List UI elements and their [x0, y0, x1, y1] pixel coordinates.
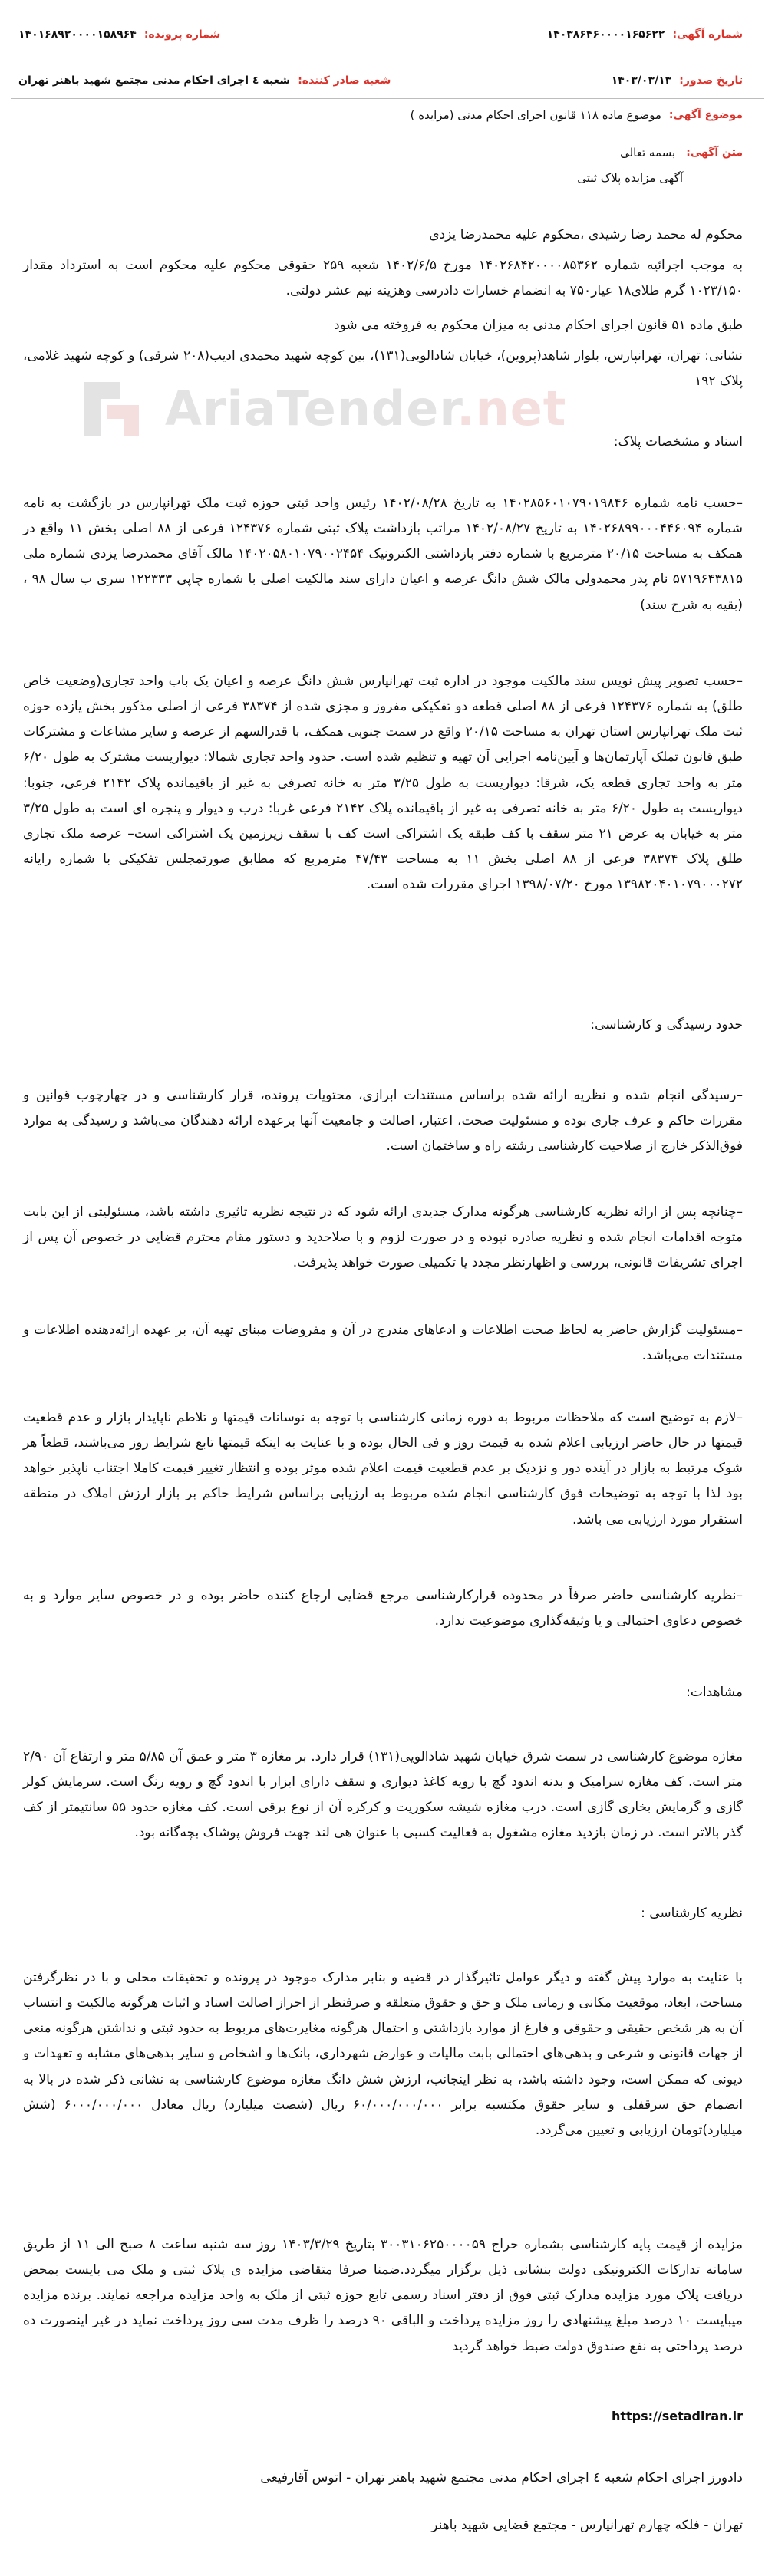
branch-value: شعبه ٤ اجرای احکام مدنی مجتمع شهید باهنر تهران	[18, 74, 291, 87]
docs-paragraph-1	[23, 491, 743, 618]
scope-paragraph-2	[23, 1200, 743, 1276]
opinion-text: با عنایت به موارد پیش گفته و دیگر عوامل تاثیرگذار در قضیه و بنابر مدارک موجود در پرونده و تحقیقات محلی و با در نظرگرفتن مساحت، ابعاد، موقعیت مکانی و زمانی ملک و حق و حقوق متعلقه و صرفنظر از احراز اصالت اسناد و اثبات هرگونه مالکیت و انتساب آن به هر شخص حقیقی و حقوقی و فارغ از موارد بازداشتی و احتمال هرگونه مغایرت‌های مربوط به حدود ثبتی و نداشتن هرگونه منعی از جهات قانونی و شرعی و بدهی‌های احتمالی بابت مالیات و عوارض شهرداری، بانک‌ها و اشخاص و سایر بدهی‌های مشابه و تعهدات و دیونی که ممکن است، وجود داشته باشد، به نظر اینجانب، ارزش شش دانگ مغازه موضوع کارشناسی به نشانی ذکر شده در بالا به انضمام حق سرقفلی و سایر حقوق مکتسبه برابر ۶۰/۰۰۰/۰۰۰/۰۰۰ ریال (شصت میلیارد) ریال معادل ۶۰۰۰/۰۰۰/۰۰۰ (شش میلیارد)تومان ارزیابی و تعیین می‌گردد.	[23, 1970, 743, 2138]
ad-text-line2: آگهی مزایده پلاک ثبتی	[577, 171, 683, 185]
opinion-heading: نظریه کارشناسی :	[641, 1906, 743, 1921]
docs-paragraph-1-text: –حسب نامه شماره ۱۴۰۲۸۵۶۰۱۰۷۹۰۱۹۸۴۶ به تاریخ ۱۴۰۲/۰۸/۲۸ رئیس واحد ثبتی حوزه ثبت ملک تهرانپارس در بازگشت به نامه شماره ۱۴۰۲۶۸۹۹۰۰۰۴۴۶۰۹۴ به تاریخ ۱۴۰۲/۰۸/۲۷ مراتب بازداشت پلاک ثبتی شماره ۱۲۴۳۷۶ فرعی از ۸۸ اصلی بخش ۱۱ واقع در همکف به مساحت ۲۰/۱۵ مترمربع با شماره دفتر بازداشتی الکترونیک ۱۴۰۲۰۵۸۰۱۰۷۹۰۰۲۴۵۴ مالک آقای محمدرضا یزدی شماره ملی ۵۷۱۹۶۴۳۸۱۵ نام پدر محمدولی مالک شش دانگ عرصه و اعیان دارای سند مالکیت اصلی با شماره چاپی ۱۲۲۳۳۳ سری ب سال ۹۸ ، (بقیه به شرح سند)	[23, 496, 744, 613]
docs-heading: اسناد و مشخصات پلاک:	[613, 434, 743, 450]
ad-text-row	[620, 146, 743, 160]
scope-paragraph-2-text: –چنانچه پس از ارائه نظریه کارشناسی هرگونه مدارک جدیدی ارائه شود که در نتیجه نظریه تاثیری داشته باشد، مسئولیتی از این بابت متوجه اقدامات انجام شده و نظریه صادره نبوده و در صورت لزوم و با صلاحدید و دستور مقام محترم قضایی در خصوص آن پس از اجرای تشریفات قانونی، بررسی و اظهارنظر مجدد یا تکمیلی صورت خواهد پذیرفت.	[23, 1204, 743, 1271]
watermark-brand: AriaTender	[165, 380, 457, 436]
intro-parties	[23, 222, 743, 248]
watermark-suffix: .net	[457, 380, 567, 436]
scope-paragraph-1-text: –رسیدگی انجام شده و نظریه ارائه شده براساس مستندات ابرازی، محتویات پرونده، قرار کارشناسی و در چهارچوب قوانین و مقررات حاکم و عرف جاری بوده و مسئولیت صحت، اعتبار، اصالت و جامعیت آنها برعهده ارائه دهندگان می‌باشد و رسیدگی به موارد فوق‌الذکر خارج از صلاحیت کارشناسی رشته راه و ساختمان است.	[23, 1088, 743, 1155]
header-row-ad-number	[18, 21, 743, 48]
scope-heading: حدود رسیدگی و کارشناسی:	[590, 1017, 743, 1033]
setadiran-link[interactable]: https://setadiran.ir	[611, 2409, 743, 2423]
ad-text-line1: بسمه تعالی	[620, 146, 676, 160]
scope-paragraph-1	[23, 1083, 743, 1159]
signature-line-2-text: تهران - فلکه چهارم تهرانپارس - مجتمع قضایی شهید باهنر	[431, 2518, 743, 2533]
ad-number-group	[547, 28, 743, 41]
auction-text: مزایده از قیمت پایه کارشناسی بشماره حراج ۳۰۰۳۱۰۶۲۵۰۰۰۰۵۹ بتاریخ ۱۴۰۳/۳/۲۹ روز سه شنبه ساعت ۸ صبح الی ۱۱ از طریق سامانه تدارکات الکترونیکی دولت بنشانی ذیل برگزار میگردد.ضمنا صرفا متقاضی مزایده ی پلاک ثبتی و ملک می بایست بمحض دریافت پلاک مورد مزایده مدارک ثبتی فوق از دفتر اسناد رسمی تابع حوزه ثبتی از ملک به واحد مزایده مراجعه نمایند. برنده مزایده میبایست ۱۰ درصد مبلغ پیشنهادی را روز مزایده پرداخت و الباقی ۹۰ درصد را ظرف مدت سی روز پرداخت نماید در غیر اینصورت ده درصد پرداختی به نفع صندوق دولت ضبط خواهد گردید	[23, 2237, 744, 2354]
branch-label: شعبه صادر کننده:	[298, 74, 391, 87]
signature-line-1-text: دادورز اجرای احکام شعبه ٤ اجرای احکام مدنی مجتمع شهید باهنر تهران - اتوس آقارفیعی	[260, 2470, 743, 2485]
address	[23, 344, 743, 394]
scope-paragraph-3-text: –مسئولیت گزارش حاضر به لحاظ صحت اطلاعات و ادعاهای مندرج در آن و مفروضات مبنای تهیه آن، بر عهده ارائه‌دهنده اطلاعات و مستندات می‌باشد.	[23, 1323, 743, 1364]
subject-row	[411, 108, 743, 122]
subject-text: موضوع ماده ۱۱۸ قانون اجرای احکام مدنی (مزایده )	[410, 108, 661, 122]
scope-paragraph-5-text: –نظریه کارشناسی حاضر صرفاً در محدوده قرارکارشناسی مرجع قضایی ارجاع کننده حاضر بوده و در خصوص سایر موارد و به خصوص دعاوی احتمالی و یا وثیقه‌گذاری موضوعیت ندارد.	[23, 1588, 743, 1629]
ad-number-value: ۱۴۰۳۸۶۴۶۰۰۰۰۱۶۵۶۲۲	[546, 28, 665, 41]
scope-paragraph-3	[23, 1318, 743, 1369]
intro-article-text: طبق ماده ۵۱ قانون اجرای احکام مدنی به میزان محکوم به فروخته می شود	[334, 318, 743, 333]
scope-paragraph-5	[23, 1583, 743, 1634]
observations-text: مغازه موضوع کارشناسی در سمت شرق خیابان شهید شادالویی(۱۳۱) قرار دارد. بر مغازه ۳ متر و عمق آن ۵/۸۵ متر و ارتفاع آن ۲/۹۰ متر است. کف مغازه سرامیک و بدنه اندود گچ با رویه کاغذ دیواری و سقف دارای ابزار با اندود گچ و رویه رنگ است. سرمایش کولر گازی و گرمایش بخاری گازی است. درب مغازه شیشه سکوریت و کرکره آن از نوع برقی است. کف مغازه حدود ۵۵ سانتیمتر از کف گذر بالاتر است. در زمان بازدید مغازه مشغول به فعالیت کسبی با عنوان هی لند جهت فروش پوشاک بچه‌گانه بود.	[23, 1749, 744, 1841]
subject-label: موضوع آگهی:	[668, 109, 743, 121]
file-number-value: ۱۴۰۱۶۸۹۲۰۰۰۰۱۵۸۹۶۴	[18, 28, 137, 41]
ad-text-label: متن آگهی:	[686, 147, 743, 159]
issue-date-value: ۱۴۰۳/۰۳/۱۳	[611, 74, 672, 87]
scope-paragraph-4	[23, 1405, 743, 1533]
docs-paragraph-2-text: –حسب تصویر پیش نویس سند مالکیت موجود در اداره ثبت تهرانپارس شش دانگ عرصه و اعیان یک باب واحد تجاری(وضعیت خاص طلق) به شماره ۱۲۴۳۷۶ فرعی از ۸۸ اصلی قطعه دو تفکیکی مفروز و مجزی شده از ۳۸۳۷۴ فرعی از اصلی مذکور بخش یازده حوزه ثبت ملک تهرانپارس استان تهران به مساحت ۲۰/۱۵ واقع در سمت جنوبی همکف، با قدرالسهم از عرصه و سایر مشاعات و مشترکات طبق قانون تملک آپارتمان‌ها و آیین‌نامه اجرایی آن تهیه و تنظیم شده است. حدود واحد تجاری شمالا: دیواریست مشترک به طول ۶/۲۰ متر به واحد تجاری قطعه یک، شرقا: دیواریست به طول ۳/۲۵ متر به خانه تصرفی به غیر از باقیمانده پلاک ۲۱۴۲ فرعی، جنوبا: دیواریست به طول ۶/۲۰ متر به خانه تصرفی به غیر از باقیمانده پلاک ۲۱۴۲ فرعی غربا: درب و دیوار و پنجره ای است به طول ۳/۲۵ متر به خیابان به عرض ۲۱ متر سقف با کف طبقه یک اشتراکی است کف با سقف زیرزمین یک اشتراکی است– عرصه ملک تجاری طلق پلاک ۳۸۳۷۴ فرعی از ۸۸ اصلی بخش ۱۱ به مساحت ۴۷/۴۳ مترمربع که مطابق صورتمجلس تفکیکی با شماره رایانه ۱۳۹۸۲۰۴۰۱۰۷۹۰۰۰۲۷۲ مورخ ۱۳۹۸/۰۷/۲۰ اجرای مقررات شده است.	[23, 674, 744, 893]
header-row-issue-date	[18, 68, 743, 94]
scope-paragraph-4-text: –لازم به توضیح است که ملاحظات مربوط به دوره زمانی کارشناسی با توجه به نوسانات قیمتها و تلاطم ناپایدار بازار و عدم قطعیت قیمتها در حال حاضر ارزیابی اعلام شده به قیمت روز و فی الحال بوده و با عنایت به اینکه قیمتها تابع شرایط روز می‌باشند، قطعاً هر شوک مرتبط به بازار در آینده دور و نزدیک بر عدم قطعیت قیمت اعلام شده موثر بوده و انتظار تغییر قیمت کاملا اجتناب ناپذیر خواهد بود لذا با توجه به توضیحات فوق کارشناسی انجام شده مربوط به ارزیابی براساس شرایط حاکم بر بازار ارزش املاک در منطقه استقرار مورد ارزیابی می باشد.	[23, 1410, 743, 1527]
file-number-group	[18, 28, 220, 41]
observations-heading: مشاهدات:	[686, 1685, 743, 1700]
intro-basis	[23, 253, 743, 304]
issue-date-group	[612, 74, 743, 87]
observations-paragraph	[23, 1744, 743, 1846]
intro-basis-text: به موجب اجرائیه شماره ۱۴۰۲۶۸۴۲۰۰۰۰۸۵۳۶۲ مورخ ۱۴۰۲/۶/۵ شعبه ۲۵۹ حقوقی محکوم علیه محکوم است به استرداد مقدار ۱۰۲۳/۱۵۰ گرم طلای۱۸ عیار۷۵۰ به انضمام خسارات دادرسی وهزینه نیم عشر دولتی.	[23, 258, 743, 299]
signature-line-2	[23, 2513, 743, 2538]
docs-paragraph-2	[23, 669, 743, 898]
setadiran-link-row	[612, 2409, 743, 2423]
issue-date-label: تاریخ صدور:	[679, 74, 743, 87]
intro-parties-text: محکوم له محمد رضا رشیدی ،محکوم علیه محمدرضا یزدی	[429, 227, 743, 242]
ad-number-label: شماره آگهی:	[672, 28, 743, 41]
file-number-label: شماره پرونده:	[143, 28, 221, 41]
auction-paragraph	[23, 2232, 743, 2360]
divider	[11, 98, 764, 99]
branch-group	[18, 74, 391, 87]
signature-line-1	[23, 2466, 743, 2491]
address-text: نشانی: تهران، تهرانپارس، بلوار شاهد(پروین)، خیابان شادالویی(۱۳۱)، بین کوچه شهید محمدی ادیب(۲۰۸ شرقی) و کوچه شهید غلامی، پلاک ۱۹۲	[23, 348, 743, 390]
intro-article	[23, 313, 743, 338]
opinion-paragraph	[23, 1965, 743, 2143]
